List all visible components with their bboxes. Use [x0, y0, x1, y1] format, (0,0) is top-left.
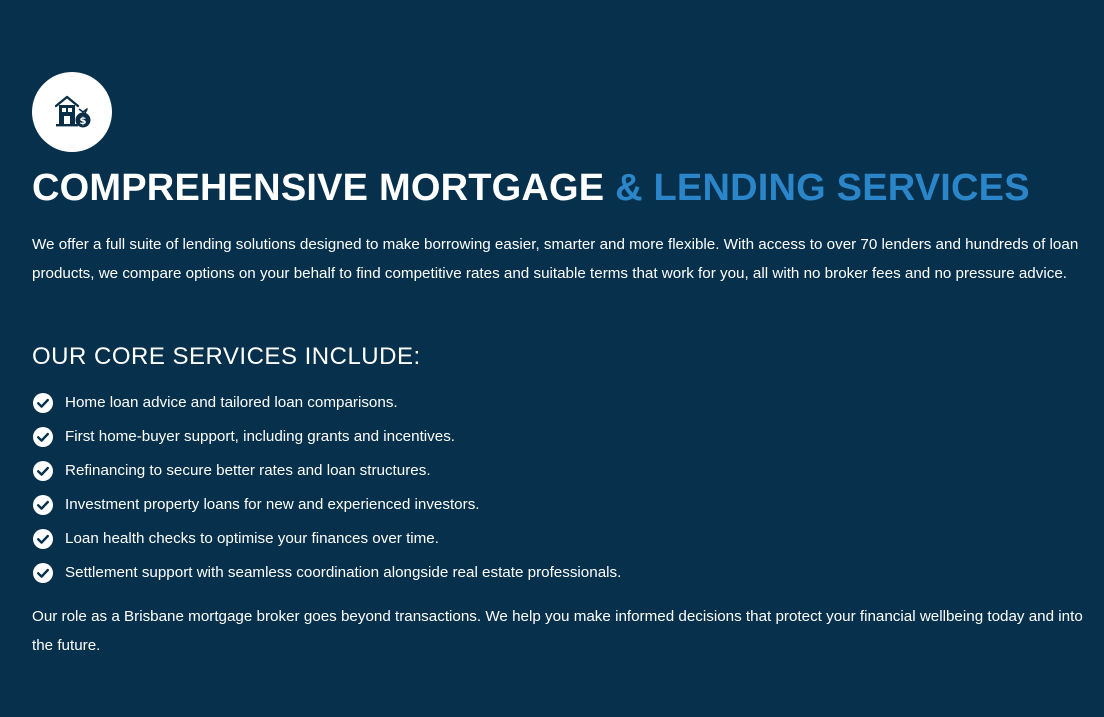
check-circle-icon — [32, 426, 54, 448]
service-text: Settlement support with seamless coordination alongside real estate professionals. — [65, 564, 622, 581]
service-text: First home-buyer support, including grants and incentives. — [65, 428, 456, 445]
check-circle-icon — [32, 460, 54, 482]
svg-text:$: $ — [79, 116, 87, 127]
check-circle-icon — [32, 494, 54, 516]
list-item — [32, 556, 621, 590]
services-list — [32, 386, 621, 590]
service-text: Refinancing to secure better rates and loan structures. — [65, 462, 431, 479]
list-item — [32, 488, 621, 522]
house-money-bag-icon — [32, 72, 112, 152]
page-title — [32, 165, 1030, 211]
list-item — [32, 454, 621, 488]
title-primary: COMPREHENSIVE MORTGAGE — [32, 167, 605, 209]
service-text: Loan health checks to optimise your finances over time. — [65, 530, 439, 547]
list-item — [32, 420, 621, 454]
title-accent: & LENDING SERVICES — [615, 167, 1030, 209]
intro-paragraph: We offer a full suite of lending solutions designed to make borrowing easier, smarter and more flexible. With access to over 70 lenders and hundreds of loan products, we compare options on your behalf to find competitive rates and suitable terms that work for you, all with no broker fees and no pressure advice. — [32, 236, 1079, 282]
service-text: Investment property loans for new and experienced investors. — [65, 496, 480, 513]
check-circle-icon — [32, 562, 54, 584]
services-subheading: OUR CORE SERVICES INCLUDE: — [32, 343, 421, 370]
list-item — [32, 386, 621, 420]
check-circle-icon — [32, 392, 54, 414]
service-text: Home loan advice and tailored loan comparisons. — [65, 394, 398, 411]
check-circle-icon — [32, 528, 54, 550]
outro-paragraph: Our role as a Brisbane mortgage broker goes beyond transactions. We help you make informed decisions that protect your financial wellbeing today and into the future. — [32, 608, 1083, 654]
list-item — [32, 522, 621, 556]
